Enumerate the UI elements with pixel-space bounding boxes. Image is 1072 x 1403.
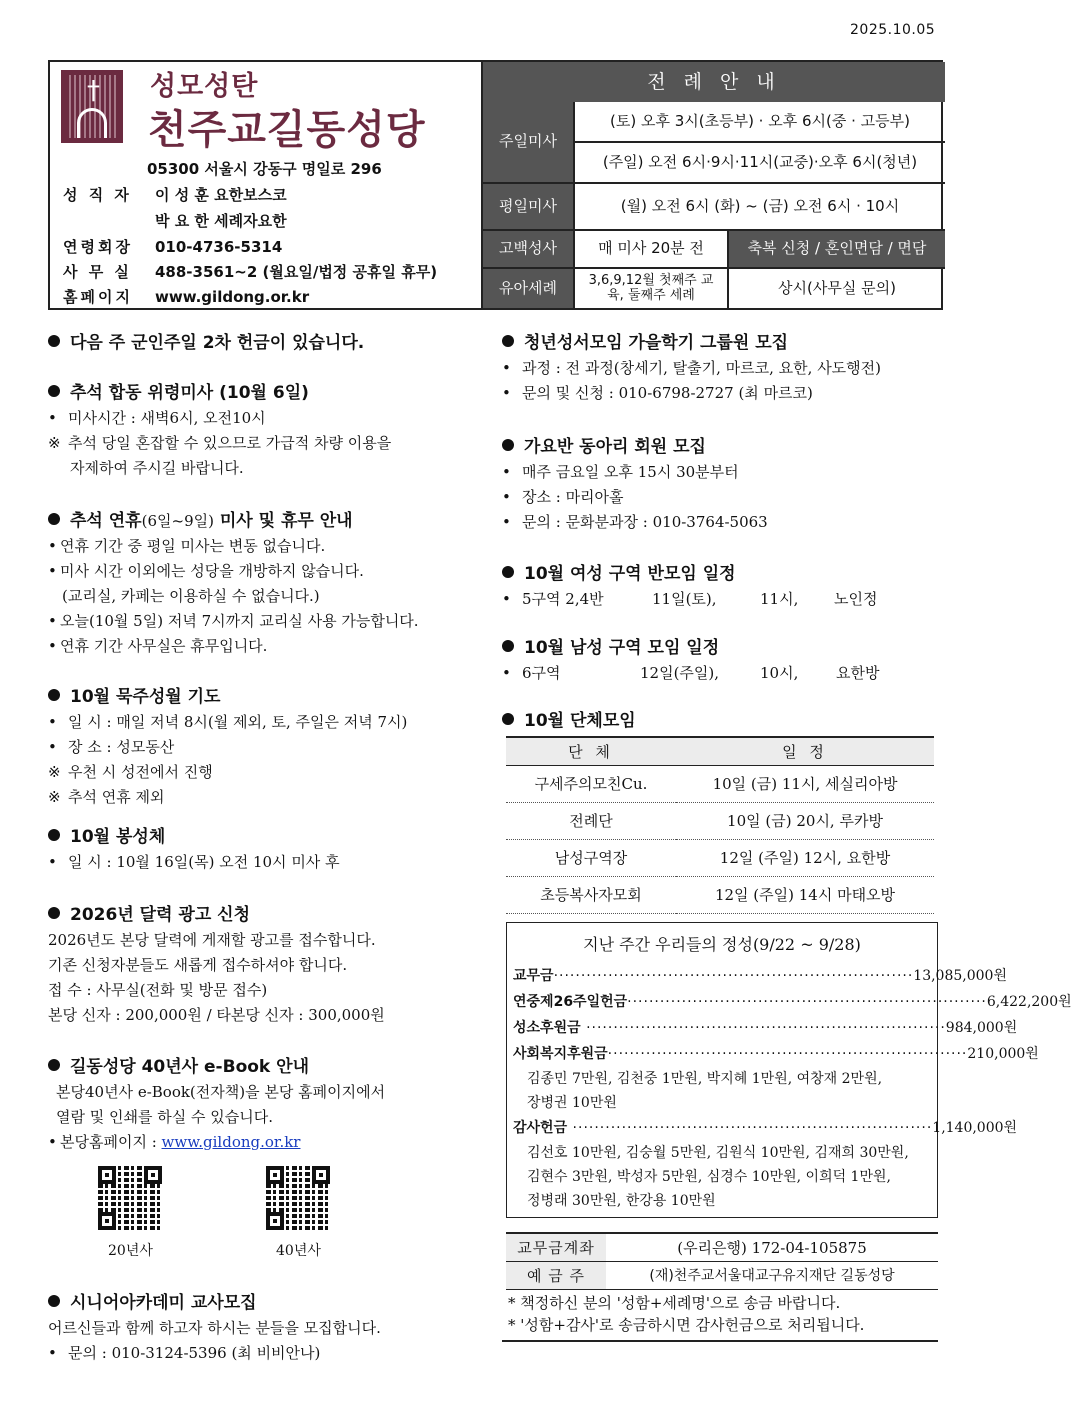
notice-line: 장 소 : 성모동산 [68, 738, 175, 756]
offering-line: 감사헌금 ·································································· 1,140,000원 [513, 1115, 931, 1141]
homepage-url[interactable]: www.gildong.or.kr [155, 288, 310, 306]
office-row [63, 261, 437, 282]
notice-rosary-month: 10월 묵주성월 기도 • 일 시 : 매일 저녁 8시(월 제외, 토, 주일은 저녁 7시) • 장 소 : 성모동산 ※ 우천 시 성전에서 진행 ※ 추석 연휴 제외 [48, 687, 408, 806]
notice-title: 청년성서모임 가을학기 그룹원 모집 [524, 333, 789, 353]
district-name: 6구역 [522, 664, 561, 682]
account-number: (우리은행) 172-04-105875 [606, 1233, 938, 1261]
offering-name: 교무금 [513, 968, 554, 984]
notice-line: 문의 : 문화분과장 : 010-3764-5063 [522, 513, 768, 531]
notice-title: 2026년 달력 광고 신청 [70, 905, 251, 925]
office-phone: 488-3561~2 (월요일/법정 공휴일 휴무) [155, 263, 438, 281]
bullet-icon [48, 513, 60, 525]
notice-line: 일 시 : 매일 저녁 8시(월 제외, 토, 주일은 저녁 7시) [68, 713, 408, 731]
notice-title: 10월 단체모임 [524, 711, 636, 731]
notice-title: 추석 연휴 [70, 511, 142, 531]
bullet-icon [48, 907, 60, 919]
notice-title: 10월 남성 구역 모임 일정 [524, 638, 720, 658]
notice-line: 어르신들과 함께 하고자 하시는 분들을 모집합니다. [48, 1319, 381, 1337]
group-name: 전례단 [506, 802, 676, 839]
notice-song-club: 가요반 동아리 회원 모집 • 매주 금요일 오후 15시 30분부터 • 장소 : 마리아홀 • 문의 : 문화분과장 : 010-3764-5063 [502, 437, 768, 531]
table-row [506, 1261, 938, 1289]
notice-chuseok-holiday: 추석 연휴(6일~9일) 미사 및 휴무 안내 • 연휴 기간 중 평일 미사는 변동 없습니다. • 미사 시간 이외에는 성당을 개방하지 않습니다. (교리실, 카페는 이용하실 수 없습니다.) • 오늘(10월 5일) 저녁 7시까지 교리실 사용 가능합니다. • 연휴 기간 사무실은 휴무입니다. [48, 511, 419, 655]
holder-label: 예 금 주 [506, 1261, 606, 1289]
account-label: 교무금계좌 [506, 1233, 606, 1261]
notice-title-dates: (6일~9일) [141, 512, 214, 530]
offering-line: 연중제26주일헌금 ·································································· 6,422,200원 [513, 989, 931, 1015]
meeting-place: 요한방 [836, 664, 880, 682]
bullet-icon [502, 640, 514, 652]
meeting-time: 10시, [760, 664, 799, 682]
mass-schedule-title: 전 례 안 내 [483, 62, 945, 102]
notice-line: 본당홈페이지 : [60, 1133, 162, 1151]
transfer-notes [508, 1292, 864, 1336]
confession-time: 매 미사 20분 전 [575, 231, 729, 269]
group-name: 구세주의모친Cu. [506, 765, 676, 802]
qr-caption-20: 20년사 [108, 1243, 153, 1259]
infant-baptism-schedule: 3,6,9,12월 첫째주 교육, 둘째주 세례 [575, 269, 729, 308]
offering-name: 연중제26주일헌금 [513, 994, 628, 1010]
notice-youth-bible: 청년성서모임 가을학기 그룹원 모집 • 과정 : 전 과정(창세기, 탈출기, 마르코, 요한, 사도행전) • 문의 및 신청 : 010-6798-2727 (최 마르코) [502, 333, 882, 402]
notice-line: 연휴 기간 중 평일 미사는 변동 없습니다. [60, 537, 326, 555]
council-label: 연령회장 [63, 238, 133, 256]
qr-code-40-years-icon[interactable] [266, 1166, 330, 1230]
offering-line: 교무금 ·································································· 13,085,000원 [513, 963, 931, 989]
infant-baptism-label: 유아세례 [483, 269, 575, 308]
notice-title: 다음 주 군인주일 2차 헌금이 있습니다. [70, 333, 365, 353]
notice-line: 추석 당일 혼잡할 수 있으므로 가급적 차량 이용을 [68, 434, 392, 452]
notice-line: 문의 : 010-3124-5396 (최 비비안나) [68, 1344, 321, 1362]
notice-communion-visit: 10월 봉성체 • 일 시 : 10월 16일(목) 오전 10시 미사 후 [48, 827, 340, 871]
donor-list: 김종민 7만원, 김천중 1만원, 박지혜 1만원, 여창재 2만원, [527, 1071, 883, 1087]
council-phone: 010-4736-5314 [155, 238, 283, 256]
notice-title: 가요반 동아리 회원 모집 [524, 437, 706, 457]
table-row [506, 765, 934, 802]
group-header: 단 체 [506, 737, 676, 765]
offering-name: 성소후원금 [513, 1020, 581, 1036]
bullet-icon [48, 689, 60, 701]
weekday-mass-times: (월) 오전 6시 (화) ~ (금) 오전 6시 · 10시 [575, 184, 945, 231]
offering-name: 감사헌금 [513, 1120, 568, 1136]
notice-line: 기존 신청자분들도 새롭게 접수하셔야 합니다. [48, 956, 348, 974]
group-schedule: 10일 (금) 11시, 세실리아방 [676, 765, 934, 802]
bulletin-header [48, 60, 943, 310]
clergy-row-2 [63, 210, 287, 231]
donor-list: 김현수 3만원, 박성자 5만원, 심경수 10만원, 이희덕 1만원, [527, 1169, 891, 1185]
homepage-label: 홈페이지 [63, 288, 133, 306]
notice-men-district: 10월 남성 구역 모임 일정 • 6구역 12일(주일), 10시, 요한방 [502, 635, 942, 686]
notice-line: 우천 시 성전에서 진행 [68, 763, 213, 781]
group-schedule: 10일 (금) 20시, 루카방 [676, 802, 934, 839]
meeting-time: 11시, [760, 590, 799, 608]
bullet-icon [502, 566, 514, 578]
schedule-header: 일 정 [676, 737, 934, 765]
notice-line: 자제하여 주시길 바랍니다. [70, 459, 244, 477]
offering-title: 지난 주간 우리들의 정성(9/22 ~ 9/28) [583, 935, 861, 954]
bullet-icon [48, 829, 60, 841]
parish-info [50, 62, 480, 308]
qr-code-20-years-icon[interactable] [98, 1166, 162, 1230]
notice-title-rest: 미사 및 휴무 안내 [213, 511, 353, 531]
notice-line: 문의 및 신청 : 010-6798-2727 (최 마르코) [522, 384, 813, 402]
notice-line: 열람 및 인쇄를 하실 수 있습니다. [56, 1108, 273, 1126]
weekly-offering-box [506, 922, 1072, 1218]
bullet-icon [502, 335, 514, 347]
offering-amount: 13,085,000원 [913, 968, 1007, 984]
notice-line: 일 시 : 10월 16일(목) 오전 10시 미사 후 [68, 853, 340, 871]
bullet-icon [502, 439, 514, 451]
bullet-icon [48, 1059, 60, 1071]
offering-line: 성소후원금 ·································································· 984,000원 [513, 1015, 931, 1041]
notice-line: (교리실, 카페는 이용하실 수 없습니다.) [62, 587, 320, 605]
group-schedule: 12일 (주일) 12시, 요한방 [676, 839, 934, 876]
account-holder: (재)천주교서울대교구유지재단 길동성당 [606, 1261, 938, 1289]
qr-caption-40: 40년사 [276, 1243, 321, 1259]
bullet-icon [48, 335, 60, 347]
sunday-mass-sunday: (주일) 오전 6시·9시·11시(교중)·오후 6시(청년) [575, 143, 945, 184]
notice-title: 추석 합동 위령미사 (10월 6일) [70, 383, 309, 403]
confession-label: 고백성사 [483, 231, 575, 269]
notice-line: 접 수 : 사무실(전화 및 방문 접수) [48, 981, 268, 999]
group-name: 남성구역장 [506, 839, 676, 876]
infant-baptism-inquiry: 상시(사무실 문의) [778, 278, 896, 297]
blessing-request: 축복 신청 / 혼인면담 / 면담 [729, 231, 945, 269]
offering-amount: 6,422,200원 [986, 994, 1072, 1010]
notice-title: 10월 묵주성월 기도 [70, 687, 221, 707]
notice-senior-academy: 시니어아카데미 교사모집 어르신들과 함께 하고자 하시는 분들을 모집합니다. • 문의 : 010-3124-5396 (최 비비안나) [48, 1293, 381, 1362]
transfer-note: * 책정하신 분의 '성함+세례명'으로 송금 바랍니다. [508, 1294, 841, 1312]
divider [502, 1340, 938, 1342]
bank-account-table [506, 1232, 938, 1290]
notice-line: 미사 시간 이외에는 성당을 개방하지 않습니다. [60, 562, 364, 580]
bullet-icon [48, 1295, 60, 1307]
mass-schedule [481, 62, 943, 308]
homepage-row [63, 286, 309, 307]
offering-name: 사회복지후원금 [513, 1046, 608, 1062]
notice-line: 오늘(10월 5일) 저녁 7시까지 교리실 사용 가능합니다. [60, 612, 419, 630]
church-logo-icon: † [61, 70, 123, 143]
weekday-mass-label: 평일미사 [483, 184, 575, 231]
bullet-icon [48, 385, 60, 397]
clergy-2: 박 요 한 세례자요한 [155, 212, 287, 230]
issue-date: 2025.10.05 [850, 22, 936, 38]
notice-title: 10월 봉성체 [70, 827, 166, 847]
clergy-row [63, 184, 287, 205]
sunday-mass-saturday: (토) 오후 3시(초등부) · 오후 6시(중 · 고등부) [575, 102, 945, 143]
table-row [506, 876, 934, 913]
notice-line: 연휴 기간 사무실은 휴무입니다. [60, 637, 268, 655]
district-name: 5구역 2,4반 [522, 590, 604, 608]
notice-title: 10월 여성 구역 반모임 일정 [524, 564, 736, 584]
parish-subtitle: 성모성탄 [150, 71, 259, 102]
clergy-label: 성 직 자 [63, 186, 132, 204]
notice-group-meetings [502, 708, 942, 734]
clergy-1: 이 성 훈 요한보스코 [155, 186, 287, 204]
offering-amount: 984,000원 [945, 1020, 1018, 1036]
notice-line: 장소 : 마리아홀 [522, 488, 624, 506]
notice-line: 본당40년사 e-Book(전자책)을 본당 홈페이지에서 [56, 1083, 386, 1101]
offering-amount: 1,140,000원 [932, 1120, 1018, 1136]
meeting-place: 노인정 [834, 590, 878, 608]
notice-line: 미사시간 : 새벽6시, 오전10시 [68, 409, 266, 427]
table-row [506, 1233, 938, 1261]
donor-list: 김선호 10만원, 김숭월 5만원, 김원식 10만원, 김재희 30만원, [527, 1145, 909, 1161]
donor-list: 정병래 30만원, 한강용 10만원 [527, 1193, 716, 1209]
notice-line: 2026년도 본당 달력에 게재할 광고를 접수합니다. [48, 931, 376, 949]
donor-list: 장병권 10만원 [527, 1095, 617, 1111]
bullet-icon [502, 713, 514, 725]
offering-amount: 210,000원 [967, 1046, 1039, 1062]
transfer-note: * '성함+감사'로 송금하시면 감사헌금으로 처리됩니다. [508, 1316, 865, 1334]
notice-title: 시니어아카데미 교사모집 [70, 1293, 257, 1313]
group-meeting-table [506, 736, 934, 914]
table-row [506, 839, 934, 876]
notice-chuseok-memorial-mass: 추석 합동 위령미사 (10월 6일) • 미사시간 : 새벽6시, 오전10시 ※ 추석 당일 혼잡할 수 있으므로 가급적 차량 이용을 자제하여 주시길 바랍니다. [48, 383, 392, 477]
table-row [506, 802, 934, 839]
notice-ebook: 길동성당 40년사 e-Book 안내 본당40년사 e-Book(전자책)을 본당 홈페이지에서 열람 및 인쇄를 하실 수 있습니다. • 본당홈페이지 : www.gildong.or.kr [48, 1057, 386, 1151]
meeting-date: 11일(토), [652, 590, 717, 608]
meeting-date: 12일(주일), [640, 664, 720, 682]
notice-line: 과정 : 전 과정(창세기, 탈출기, 마르코, 요한, 사도행전) [522, 359, 882, 377]
council-row [63, 236, 282, 257]
sunday-mass-label: 주일미사 [483, 102, 575, 184]
parish-title: 천주교길동성당 [148, 107, 426, 153]
notice-military-sunday [48, 330, 478, 356]
notice-line: 매주 금요일 오후 15시 30분부터 [522, 463, 739, 481]
notice-title: 길동성당 40년사 e-Book 안내 [70, 1057, 309, 1077]
homepage-link[interactable]: www.gildong.or.kr [161, 1133, 301, 1151]
notice-line: 본당 신자 : 200,000원 / 타본당 신자 : 300,000원 [48, 1006, 385, 1024]
offering-line: 사회복지후원금 ·································································· 210,000원 [513, 1041, 931, 1067]
notice-calendar-ad [48, 902, 478, 1028]
notice-women-district: 10월 여성 구역 반모임 일정 • 5구역 2,4반 11일(토), 11시, 노인정 [502, 561, 942, 612]
group-name: 초등복사자모회 [506, 876, 676, 913]
notice-line: 추석 연휴 제외 [68, 788, 165, 806]
office-label: 사 무 실 [63, 263, 132, 281]
group-schedule: 12일 (주일) 14시 마태오방 [676, 876, 934, 913]
parish-address: 05300 서울시 강동구 명일로 296 [147, 160, 382, 178]
